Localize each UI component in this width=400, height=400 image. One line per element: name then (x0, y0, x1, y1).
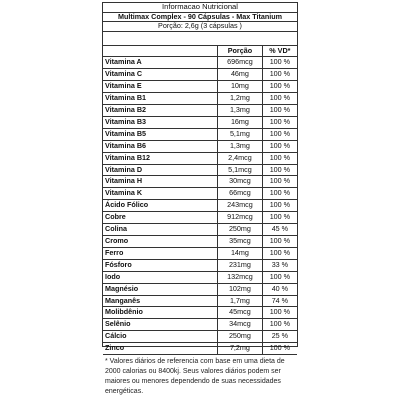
table-row (103, 140, 297, 152)
table-row (103, 116, 297, 128)
nutrient-daily-value: 100 % (262, 176, 297, 188)
nutrient-amount: 243mcg (218, 200, 263, 212)
table-row (103, 331, 297, 343)
nutrient-name: Vitamina A (103, 57, 218, 69)
nutrient-daily-value: 100 % (262, 236, 297, 248)
nutrient-table (103, 46, 297, 356)
table-row (103, 164, 297, 176)
nutrient-rows (103, 57, 297, 355)
column-header-vd: % VD* (262, 46, 297, 57)
nutrient-daily-value: 100 % (262, 247, 297, 259)
nutrient-daily-value: 100 % (262, 69, 297, 81)
nutrient-daily-value: 100 % (262, 307, 297, 319)
table-row (103, 343, 297, 355)
nutrition-facts-label (102, 2, 298, 396)
column-header-portion: Porção (218, 46, 263, 57)
table-row (103, 128, 297, 140)
nutrient-daily-value: 100 % (262, 319, 297, 331)
nutrient-name: Vitamina K (103, 188, 218, 200)
nutrient-amount: 34mcg (218, 319, 263, 331)
nutrient-name: Vitamina B3 (103, 116, 218, 128)
table-row (103, 319, 297, 331)
product-name: Multimax Complex - 90 Cápsulas - Max Titanium (103, 13, 297, 23)
nutrient-name: Vitamina B5 (103, 128, 218, 140)
nutrient-amount: 1,2mg (218, 93, 263, 105)
table-row (103, 69, 297, 81)
table-row (103, 200, 297, 212)
nutrient-amount: 2,4mcg (218, 152, 263, 164)
table-row (103, 93, 297, 105)
nutrient-name: Cobre (103, 212, 218, 224)
nutrient-name: Vitamina B12 (103, 152, 218, 164)
nutrient-amount: 250mg (218, 331, 263, 343)
nutrient-name: Zinco (103, 343, 218, 355)
nutrient-amount: 46mg (218, 69, 263, 81)
nutrient-name: Colina (103, 224, 218, 236)
table-row (103, 152, 297, 164)
nutrient-amount: 1,3mg (218, 140, 263, 152)
nutrient-daily-value: 100 % (262, 212, 297, 224)
nutrient-daily-value: 74 % (262, 295, 297, 307)
table-row (103, 295, 297, 307)
table-row (103, 259, 297, 271)
nutrient-name: Molibdênio (103, 307, 218, 319)
nutrient-name: Cálcio (103, 331, 218, 343)
nutrient-daily-value: 100 % (262, 81, 297, 93)
nutrient-amount: 14mg (218, 247, 263, 259)
nutrient-daily-value: 100 % (262, 200, 297, 212)
nutrient-daily-value: 100 % (262, 105, 297, 117)
nutrient-name: Cromo (103, 236, 218, 248)
nutrient-amount: 30mcg (218, 176, 263, 188)
table-row (103, 307, 297, 319)
divider (103, 32, 297, 46)
table-row (103, 283, 297, 295)
nutrient-amount: 16mg (218, 116, 263, 128)
nutrient-daily-value: 25 % (262, 331, 297, 343)
nutrient-name: Magnésio (103, 283, 218, 295)
table-row (103, 271, 297, 283)
nutrient-name: Vitamina C (103, 69, 218, 81)
nutrient-amount: 5,1mg (218, 128, 263, 140)
nutrient-daily-value: 100 % (262, 93, 297, 105)
nutrient-daily-value: 100 % (262, 57, 297, 69)
table-row (103, 81, 297, 93)
nutrient-daily-value: 100 % (262, 140, 297, 152)
nutrient-amount: 10mg (218, 81, 263, 93)
nutrient-amount: 35mcg (218, 236, 263, 248)
nutrient-daily-value: 100 % (262, 116, 297, 128)
nutrient-amount: 45mcg (218, 307, 263, 319)
nutrient-daily-value: 100 % (262, 128, 297, 140)
table-header-row (103, 46, 297, 57)
nutrient-name: Vitamina H (103, 176, 218, 188)
table-row (103, 212, 297, 224)
label-title: Informacao Nutricional (103, 3, 297, 13)
serving-size: Porção: 2,6g (3 cápsulas ) (103, 22, 297, 32)
nutrient-daily-value: 100 % (262, 271, 297, 283)
nutrient-name: Fósforo (103, 259, 218, 271)
table-row (103, 57, 297, 69)
table-row (103, 176, 297, 188)
nutrient-name: Manganês (103, 295, 218, 307)
table-row (103, 105, 297, 117)
nutrient-name: Vitamina B2 (103, 105, 218, 117)
table-row (103, 236, 297, 248)
nutrient-name: Vitamina B6 (103, 140, 218, 152)
nutrient-amount: 1,7mg (218, 295, 263, 307)
nutrient-amount: 66mcg (218, 188, 263, 200)
nutrient-amount: 102mg (218, 283, 263, 295)
nutrient-daily-value: 100 % (262, 152, 297, 164)
nutrient-amount: 912mcg (218, 212, 263, 224)
table-row (103, 224, 297, 236)
nutrient-name: Ferro (103, 247, 218, 259)
nutrient-name: Ácido Fólico (103, 200, 218, 212)
nutrient-name: Selênio (103, 319, 218, 331)
nutrient-amount: 7,2mg (218, 343, 263, 355)
nutrient-daily-value: 40 % (262, 283, 297, 295)
nutrient-daily-value: 100 % (262, 164, 297, 176)
nutrient-amount: 1,3mg (218, 105, 263, 117)
nutrient-daily-value: 100 % (262, 188, 297, 200)
nutrient-amount: 231mg (218, 259, 263, 271)
nutrient-name: Vitamina E (103, 81, 218, 93)
nutrient-name: Vitamina B1 (103, 93, 218, 105)
nutrient-amount: 132mcg (218, 271, 263, 283)
nutrient-daily-value: 100 % (262, 343, 297, 355)
nutrient-daily-value: 45 % (262, 224, 297, 236)
footnote: * Valores diários de referencia com base em uma dieta de 2000 calorias ou 8400kj. Seus valores diários podem ser maiores ou menores dependendo de suas necessidades energéticas. (105, 358, 285, 396)
column-header-nutrient (103, 46, 218, 57)
table-row (103, 247, 297, 259)
nutrient-name: Iodo (103, 271, 218, 283)
nutrient-name: Vitamina D (103, 164, 218, 176)
table-row (103, 188, 297, 200)
nutrient-daily-value: 33 % (262, 259, 297, 271)
nutrient-amount: 5,1mcg (218, 164, 263, 176)
nutrient-amount: 696mcg (218, 57, 263, 69)
nutrient-amount: 250mg (218, 224, 263, 236)
